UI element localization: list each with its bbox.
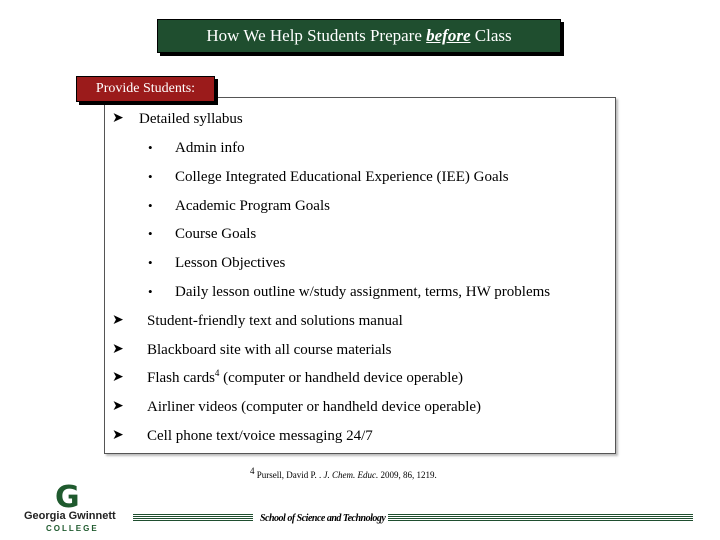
subitem: Daily lesson outline w/study assignment, terms, HW problems bbox=[175, 284, 551, 300]
footer-label: School of Science and Technology bbox=[260, 513, 386, 524]
list-item: Student-friendly text and solutions manual bbox=[147, 313, 403, 329]
bullet-icon: • bbox=[148, 198, 153, 213]
subitem: College Integrated Educational Experience (IEE) Goals bbox=[175, 169, 509, 185]
list-item-rest: (computer or handheld device operable) bbox=[219, 370, 464, 386]
list-item: Cell phone text/voice messaging 24/7 bbox=[147, 428, 373, 444]
bullet-icon: • bbox=[148, 169, 153, 184]
bullet-icon: • bbox=[148, 284, 153, 299]
arrow-bullet-icon: ➤ bbox=[112, 313, 124, 328]
college-logo-subtitle: COLLEGE bbox=[46, 524, 99, 533]
title-prefix: How We Help Students Prepare bbox=[206, 26, 427, 45]
subitem: Lesson Objectives bbox=[175, 255, 286, 271]
subitem: Course Goals bbox=[175, 226, 257, 242]
footnote-author: Pursell, David P. . bbox=[256, 470, 322, 480]
footer-stripes-right bbox=[495, 514, 693, 523]
footnote-ref: 4 bbox=[214, 368, 220, 378]
list-item: Airliner videos (computer or handheld device operable) bbox=[147, 399, 482, 415]
provide-students-tab: Provide Students: bbox=[76, 76, 215, 102]
bullet-icon: • bbox=[148, 140, 153, 155]
footnote-journal: J. Chem. Educ. bbox=[323, 470, 379, 480]
arrow-bullet-icon: ➤ bbox=[112, 399, 124, 414]
college-logo-name: Georgia Gwinnett bbox=[24, 510, 116, 522]
list-item: Blackboard site with all course materials bbox=[147, 342, 392, 358]
footnote-number: 4 bbox=[250, 466, 255, 476]
college-logo-mark: G bbox=[55, 480, 80, 515]
arrow-bullet-icon: ➤ bbox=[112, 370, 124, 385]
bullet-icon: • bbox=[148, 255, 153, 270]
slide-title bbox=[157, 19, 561, 53]
bullet-icon: • bbox=[148, 226, 153, 241]
subitem: Academic Program Goals bbox=[175, 198, 330, 214]
footnote bbox=[250, 466, 437, 480]
footer-stripes-left bbox=[133, 514, 253, 523]
footnote-citation: 2009, 86, 1219. bbox=[380, 470, 437, 480]
arrow-bullet-icon: ➤ bbox=[112, 111, 124, 126]
footer-stripes-middle bbox=[388, 514, 510, 523]
subitem: Admin info bbox=[175, 140, 245, 156]
title-suffix: Class bbox=[470, 26, 512, 45]
title-emphasis: before bbox=[426, 26, 471, 45]
list-item-text: Flash cards bbox=[147, 370, 215, 386]
arrow-bullet-icon: ➤ bbox=[112, 428, 124, 443]
syllabus-label: Detailed syllabus bbox=[139, 111, 243, 127]
list-item bbox=[147, 369, 463, 387]
arrow-bullet-icon: ➤ bbox=[112, 342, 124, 357]
